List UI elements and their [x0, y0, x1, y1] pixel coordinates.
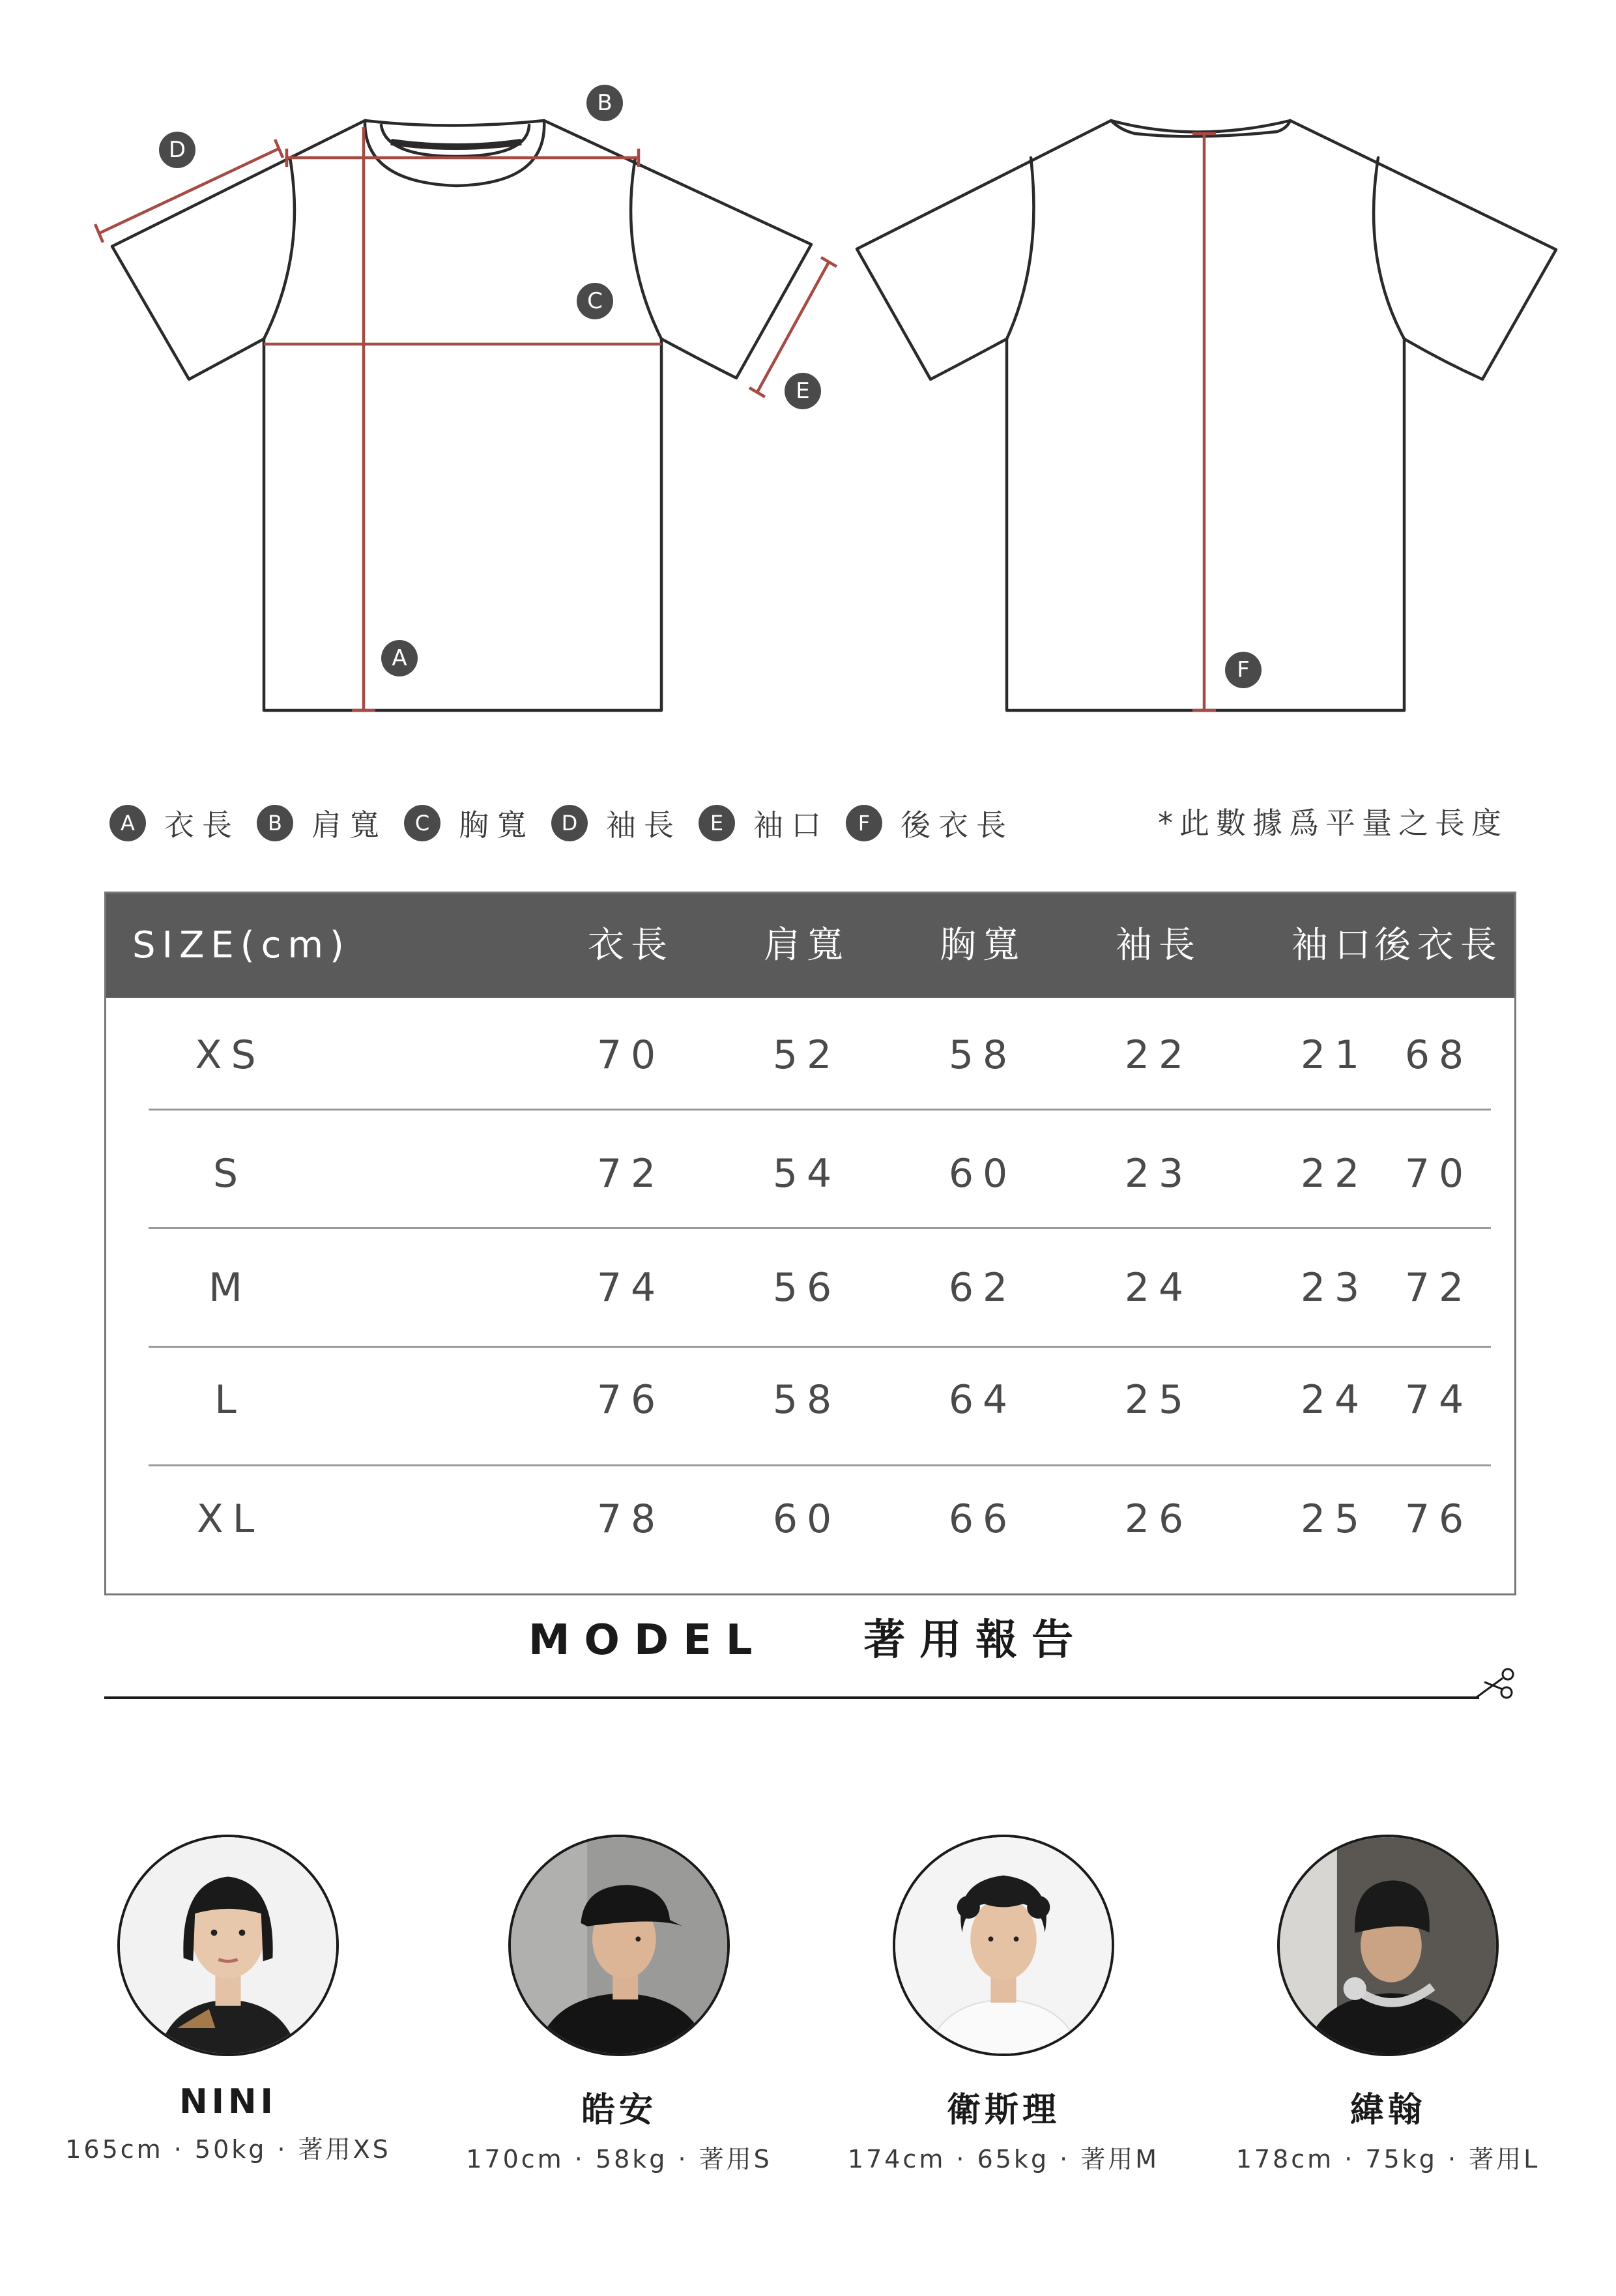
scissors-icon: [1473, 1659, 1518, 1704]
measurement-value: 23: [1300, 1265, 1369, 1311]
avatar: [893, 1835, 1114, 2056]
model-title-zh: 著用報告: [863, 1616, 1088, 1664]
model-card: [834, 1835, 1173, 2175]
header-chest: 胸寬: [940, 924, 1026, 966]
measurement-value: 25: [1300, 1496, 1369, 1542]
legend-label: 袖長: [606, 807, 682, 843]
measurement-value: 58: [772, 1377, 841, 1423]
size-label: XL: [196, 1496, 264, 1542]
front-shirt-outline: [112, 121, 811, 710]
size-label: S: [212, 1151, 248, 1197]
measurement-value: 62: [948, 1265, 1017, 1311]
measurement-value: 54: [772, 1151, 841, 1197]
legend-item-d: [551, 802, 682, 845]
portrait-wesley-icon: [895, 1837, 1112, 2054]
measurement-value: 26: [1124, 1496, 1193, 1542]
row-divider: [149, 1346, 1491, 1348]
measurement-value: 24: [1300, 1377, 1369, 1423]
measurement-value: 74: [1404, 1377, 1473, 1423]
size-table: [104, 892, 1516, 1595]
measurement-note: *此數據爲平量之長度: [1158, 806, 1508, 841]
row-divider: [149, 1109, 1491, 1111]
measurement-value: 64: [948, 1377, 1017, 1423]
model-info: 178cm · 75kg · 著用L: [1235, 2145, 1540, 2173]
legend-item-e: [699, 802, 829, 845]
svg-text:F: F: [1237, 657, 1250, 683]
measurement-value: 76: [596, 1377, 665, 1423]
measurement-value: 21: [1300, 1032, 1369, 1078]
back-shirt-outline: [857, 121, 1556, 710]
svg-text:C: C: [587, 288, 603, 314]
row-divider: [149, 1464, 1491, 1466]
badge-f-icon: [1225, 652, 1262, 688]
measurement-value: 24: [1124, 1265, 1193, 1311]
measurement-value: 22: [1124, 1032, 1193, 1078]
table-row: [106, 1490, 1514, 1548]
table-row: [106, 1144, 1514, 1203]
measurement-value: 74: [596, 1265, 665, 1311]
legend-label: 後衣長: [901, 807, 1014, 843]
badge-b-icon: B: [257, 805, 293, 841]
model-info: 170cm · 58kg · 著用S: [466, 2145, 772, 2173]
legend-label: 袖口: [753, 807, 829, 843]
measurement-value: 60: [948, 1151, 1017, 1197]
model-info: 174cm · 65kg · 著用M: [847, 2145, 1160, 2173]
model-section-title: [0, 1606, 1616, 1666]
table-row: [106, 1026, 1514, 1084]
legend-item-b: [257, 802, 387, 845]
header-sleeve-length: 袖長: [1116, 924, 1202, 966]
model-name: 緯翰: [1349, 2091, 1426, 2130]
size-label: XS: [195, 1032, 265, 1078]
badge-c-icon: C: [404, 805, 440, 841]
measurement-value: 76: [1404, 1496, 1473, 1542]
legend-item-f: [846, 802, 1014, 845]
badge-e-icon: E: [699, 805, 735, 841]
measurement-legend: [109, 800, 1031, 846]
legend-label: 衣長: [164, 807, 240, 843]
svg-text:E: E: [796, 378, 810, 404]
model-name: 衛斯理: [946, 2091, 1060, 2130]
measurement-value: 56: [772, 1265, 841, 1311]
tshirt-measurement-diagram: [0, 0, 1616, 756]
row-divider: [149, 1227, 1491, 1229]
header-length: 衣長: [588, 924, 674, 966]
table-row: [106, 1258, 1514, 1317]
model-info: 165cm · 50kg · 著用XS: [65, 2135, 391, 2164]
size-label: L: [214, 1377, 246, 1423]
svg-text:A: A: [392, 645, 407, 671]
svg-text:D: D: [168, 137, 186, 163]
table-header: [106, 894, 1514, 998]
legend-item-a: [109, 802, 240, 845]
badge-a-icon: A: [109, 805, 146, 841]
model-name: 皓安: [581, 2091, 657, 2130]
measurement-value: 58: [948, 1032, 1017, 1078]
avatar: [1277, 1835, 1499, 2056]
measurement-value: 60: [772, 1496, 841, 1542]
badge-e-icon: [785, 373, 821, 409]
avatar: [117, 1835, 339, 2056]
back-measure-lines: [1192, 134, 1216, 710]
badge-a-icon: [381, 640, 418, 676]
model-card: [59, 1835, 397, 2165]
svg-text:B: B: [597, 90, 613, 116]
model-title-en: MODEL: [528, 1616, 767, 1664]
measurement-value: 78: [596, 1496, 665, 1542]
model-card: [1219, 1835, 1557, 2175]
model-card: [450, 1835, 788, 2175]
front-measure-lines: [95, 127, 837, 710]
measurement-value: 25: [1124, 1377, 1193, 1423]
header-back-length: 後衣長: [1374, 924, 1503, 966]
portrait-nini-icon: [120, 1837, 336, 2054]
section-divider: [104, 1696, 1479, 1699]
measurement-value: 23: [1124, 1151, 1193, 1197]
avatar: [508, 1835, 730, 2056]
portrait-weihan-icon: [1280, 1837, 1496, 2054]
measurement-value: 68: [1404, 1032, 1473, 1078]
measurement-value: 72: [1404, 1265, 1473, 1311]
badge-d-icon: D: [551, 805, 588, 841]
header-size: SIZE(cm): [132, 924, 351, 966]
portrait-haoan-icon: [511, 1837, 727, 2054]
legend-label: 肩寬: [311, 807, 387, 843]
measurement-value: 70: [1404, 1151, 1473, 1197]
size-label: M: [209, 1265, 252, 1311]
badge-d-icon: [159, 132, 195, 168]
badge-c-icon: [577, 283, 613, 319]
badge-f-icon: F: [846, 805, 882, 841]
measurement-value: 70: [596, 1032, 665, 1078]
legend-label: 胸寬: [459, 807, 534, 843]
measurement-value: 66: [948, 1496, 1017, 1542]
measurement-value: 52: [772, 1032, 841, 1078]
table-row: [106, 1371, 1514, 1429]
measurement-value: 72: [596, 1151, 665, 1197]
header-sleeve-opening: 袖口: [1291, 924, 1378, 966]
measurement-value: 22: [1300, 1151, 1369, 1197]
badge-b-icon: [586, 85, 623, 121]
header-shoulder: 肩寬: [764, 924, 850, 966]
model-name: NINI: [179, 2082, 277, 2121]
legend-item-c: [404, 802, 534, 845]
